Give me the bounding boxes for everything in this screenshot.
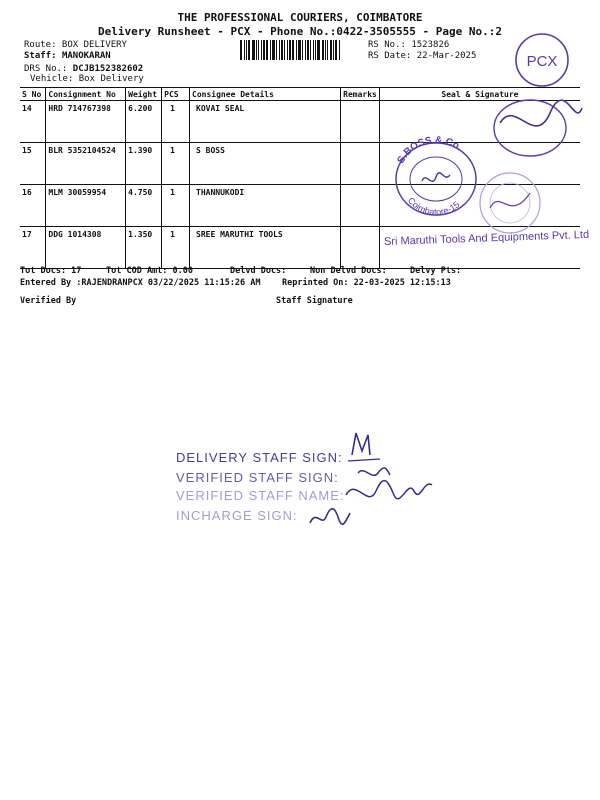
barcode-bar <box>315 40 316 60</box>
entered-by: Entered By :RAJENDRANPCX 03/22/2025 11:15:26 AM <box>20 278 261 288</box>
barcode-bar <box>307 40 309 60</box>
staff-signature-label: Staff Signature <box>276 296 353 306</box>
cell-remarks <box>341 143 380 185</box>
barcode-bar <box>327 40 328 60</box>
cell-pcs: 1 <box>162 101 190 143</box>
rs-number: RS No.: 1523826 <box>368 40 450 50</box>
cell-sno: 17 <box>20 227 46 269</box>
barcode-bar <box>261 40 262 60</box>
barcode-bar <box>289 40 291 60</box>
maruthi-stamp: Sri Maruthi Tools And Equipments Pvt. Ltd <box>383 228 590 248</box>
cell-consignee: SREE MARUTHI TOOLS <box>190 227 341 269</box>
cell-weight: 4.750 <box>126 185 162 227</box>
barcode-bar <box>266 40 268 60</box>
barcode-bar <box>252 40 255 60</box>
barcode-bar <box>263 40 265 60</box>
cell-consignee: THANNUKODI <box>190 185 341 227</box>
staff-label: Staff: <box>24 51 57 61</box>
company-title: THE PROFESSIONAL COURIERS, COIMBATORE <box>177 11 423 24</box>
delivery-staff-sign-stamp: DELIVERY STAFF SIGN: <box>176 450 343 465</box>
vehicle-label: Vehicle: Box Delivery <box>30 74 144 84</box>
tot-cod: Tot COD Amt: 0.00 <box>106 266 193 276</box>
sboss-stamp-bottom-text: Coimbatore-15 <box>405 195 462 218</box>
reprinted-on: Reprinted On: 22-03-2025 12:15:13 <box>282 278 451 288</box>
barcode-bar <box>287 40 288 60</box>
delvd-docs: Delvd Docs: <box>230 266 287 276</box>
verified-staff-sign-stamp: VERIFIED STAFF SIGN: <box>176 470 339 485</box>
cell-sno: 16 <box>20 185 46 227</box>
cell-pcs: 1 <box>162 143 190 185</box>
drs-label: DRS No.: <box>24 64 68 74</box>
cell-consignee: KOVAI SEAL <box>190 101 341 143</box>
faint-round-stamp <box>470 168 550 238</box>
cell-consignment: BLR 5352104524 <box>46 143 126 185</box>
cell-remarks <box>341 227 380 269</box>
header-remarks: Remarks <box>341 88 380 101</box>
barcode-bar <box>325 40 326 60</box>
cell-weight: 6.200 <box>126 101 162 143</box>
runsheet-subtitle: Delivery Runsheet - PCX - Phone No.:0422-3505555 - Page No.:2 <box>98 25 502 38</box>
staff-value: MANOKARAN <box>61 51 111 61</box>
barcode-bar <box>302 40 303 60</box>
barcode-bar <box>258 40 259 60</box>
sboss-stamp-top-text: S.BOSS & Co. <box>395 134 464 166</box>
cell-consignment: HRD 714767398 <box>46 101 126 143</box>
cell-consignment: MLM 30059954 <box>46 185 126 227</box>
cell-remarks <box>341 185 380 227</box>
cell-consignee: S BOSS <box>190 143 341 185</box>
incharge-sign-stamp: INCHARGE SIGN: <box>176 508 298 523</box>
barcode-bar <box>305 40 306 60</box>
header-pcs: PCS <box>162 88 190 101</box>
barcode-bar <box>270 40 271 60</box>
header-seal: Seal & Signature <box>379 88 580 101</box>
verified-by: Verified By <box>20 296 77 306</box>
barcode-bar <box>246 40 247 60</box>
tot-docs: Tot Docs: 17 <box>20 266 82 276</box>
barcode-bar <box>244 40 245 60</box>
barcode-bar <box>276 40 277 60</box>
pcx-stamp-text: PCX <box>526 53 558 70</box>
delvy-pts: Delvy Pts: <box>410 266 462 276</box>
staff-line <box>24 51 111 61</box>
header-sno: S No <box>20 88 46 101</box>
barcode-bar <box>256 40 257 60</box>
barcode-bar <box>281 40 283 60</box>
barcode-bar <box>335 40 337 60</box>
barcode-bar <box>279 40 280 60</box>
header-weight: Weight <box>126 88 162 101</box>
header-consignment: Consignment No <box>46 88 126 101</box>
cell-weight: 1.350 <box>126 227 162 269</box>
barcode-bar <box>333 40 334 60</box>
barcode-bar <box>317 40 320 60</box>
drs-value: DCJB152382602 <box>72 64 144 74</box>
barcode-bar <box>339 40 340 60</box>
barcode-bar <box>284 40 285 60</box>
cell-sno: 14 <box>20 101 46 143</box>
barcode-bar <box>240 40 242 60</box>
verified-staff-name-stamp: VERIFIED STAFF NAME: <box>176 488 345 503</box>
cell-pcs: 1 <box>162 227 190 269</box>
cell-remarks <box>341 101 380 143</box>
cell-pcs: 1 <box>162 185 190 227</box>
barcode-bar <box>296 40 297 60</box>
pcx-stamp <box>490 28 590 158</box>
route-label: Route: BOX DELIVERY <box>24 40 127 50</box>
barcode-bar <box>330 40 332 60</box>
barcode-bar <box>310 40 311 60</box>
barcode-bar <box>298 40 301 60</box>
barcode-bar <box>322 40 324 60</box>
header-consignee: Consignee Details <box>190 88 341 101</box>
drs-line <box>24 64 143 74</box>
barcode-bar <box>272 40 275 60</box>
barcode-bar <box>292 40 294 60</box>
handwritten-signatures <box>290 425 460 535</box>
barcode-bar <box>313 40 314 60</box>
cell-sno: 15 <box>20 143 46 185</box>
cell-weight: 1.390 <box>126 143 162 185</box>
barcode <box>240 40 364 60</box>
non-delvd-docs: Non Delvd Docs: <box>310 266 387 276</box>
cell-consignment: DDG 1014308 <box>46 227 126 269</box>
barcode-bar <box>248 40 250 60</box>
rs-date: RS Date: 22-Mar-2025 <box>368 51 477 61</box>
